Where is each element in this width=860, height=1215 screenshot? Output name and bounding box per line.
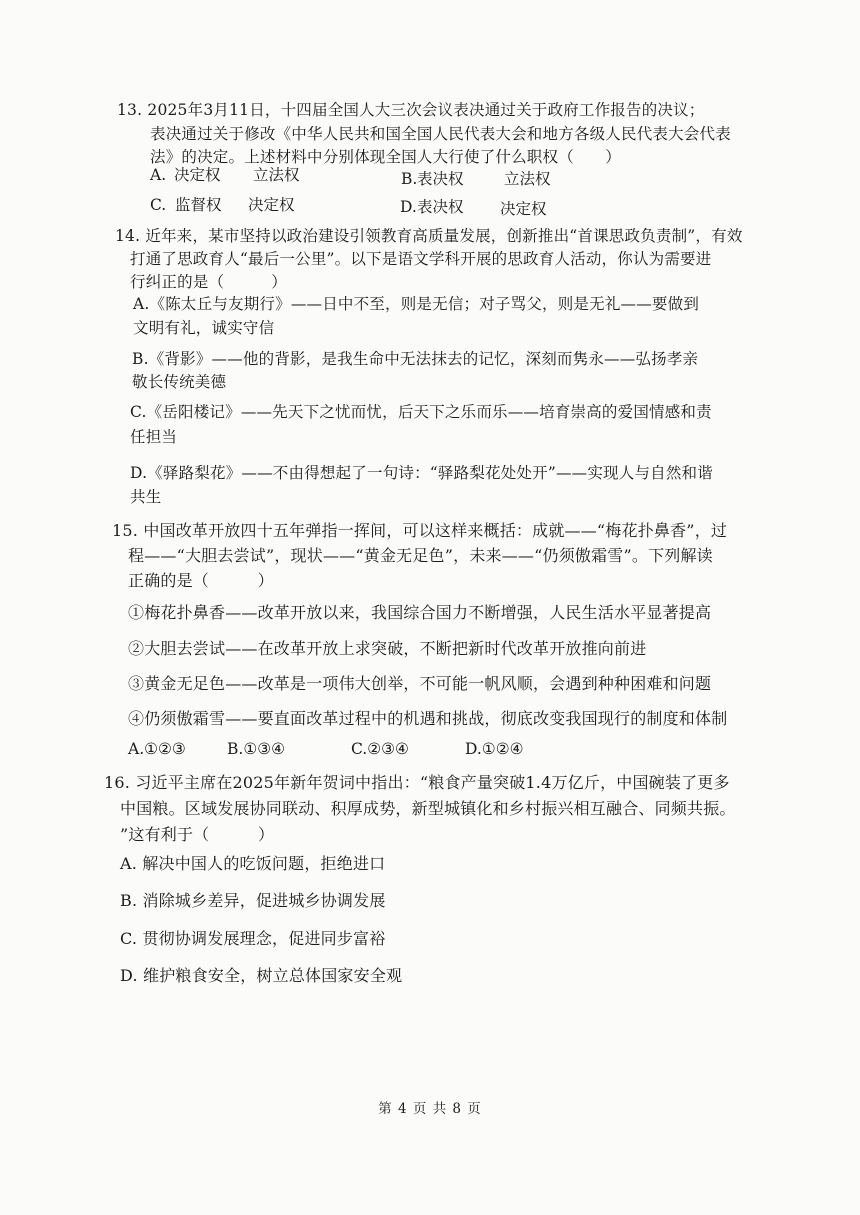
q14-stem-line-3: 行纠正的是（ ） [130, 273, 288, 291]
q13-option-b-letter: B. [401, 170, 418, 188]
q13-stem-line-2: 表决通过关于修改《中华人民共和国全国人民代表大会和地方各级人民代表大会代表 [150, 125, 731, 143]
q16-stem-line-1: 16. 习近平主席在2025年新年贺词中指出：“粮食产量突破1.4万亿斤，中国碗装了更多 [104, 773, 730, 792]
q13-option-d-first: 表决权 [417, 198, 464, 216]
q14-stem-line-2: 打通了思政育人“最后一公里”。以下是语文学科开展的思政育人活动，你认为需要进 [130, 250, 712, 268]
page-number-footer: 第 4 页 共 8 页 [378, 1101, 482, 1117]
q15-statement-1: ①梅花扑鼻香——改革开放以来，我国综合国力不断增强，人民生活水平显著提高 [128, 603, 712, 622]
q13-option-c-first: 监督权 [175, 196, 222, 214]
q14-option-a-line-2: 文明有礼，诚实守信 [133, 319, 275, 337]
q14-option-c-line-1: C.《岳阳楼记》——先天下之忧而忧，后天下之乐而乐——培育崇高的爱国情感和责 [130, 403, 712, 421]
q14-option-c-line-2: 任担当 [130, 428, 178, 446]
q16-option-a: A. 解决中国人的吃饭问题，拒绝进口 [120, 854, 386, 873]
q13-stem-line-1: 13. 2025年3月11日，十四届全国人大三次会议表决通过关于政府工作报告的决议； [117, 101, 705, 119]
q14-option-d-line-2: 共生 [130, 488, 162, 506]
q14-option-b-line-1: B.《背影》——他的背影，是我生命中无法抹去的记忆，深刻而隽永——弘扬孝亲 [132, 350, 699, 368]
q14-option-a-line-1: A.《陈太丘与友期行》——日中不至，则是无信；对子骂父，则是无礼——要做到 [133, 295, 700, 313]
q14-stem-line-1: 14. 近年来，某市坚持以政治建设引领教育高质量发展，创新推出“首课思政负责制”，有效 [115, 227, 743, 245]
q16-option-c: C. 贯彻协调发展理念，促进同步富裕 [120, 929, 386, 948]
q15-option-d: D.①②④ [465, 740, 524, 758]
q15-option-c: C.②③④ [351, 740, 409, 758]
q16-stem-line-2: 中国粮。区域发展协同联动、积厚成势，新型城镇化和乡村振兴相互融合、同频共振。 [120, 799, 736, 818]
q13-option-a-first: 决定权 [174, 166, 221, 184]
q14-option-b-line-2: 敬长传统美德 [132, 373, 227, 391]
q15-statement-2: ②大胆去尝试——在改革开放上求突破，不断把新时代改革开放推向前进 [128, 639, 647, 658]
q15-statement-3: ③黄金无足色——改革是一项伟大创举，不可能一帆风顺，会遇到种种困难和问题 [128, 674, 712, 693]
q15-statement-4: ④仍须傲霜雪——要直面改革过程中的机遇和挑战，彻底改变我国现行的制度和体制 [128, 709, 728, 728]
q16-option-b: B. 消除城乡差异，促进城乡协调发展 [120, 891, 386, 910]
q13-stem-line-3: 法》的决定。上述材料中分别体现全国人大行使了什么职权（ ） [150, 148, 622, 166]
q15-option-b: B.①③④ [227, 740, 286, 758]
q13-option-b-first: 表决权 [417, 170, 464, 188]
q13-option-c-second: 决定权 [248, 196, 295, 214]
q14-option-d-line-1: D.《驿路梨花》——不由得想起了一句诗：“驿路梨花处处开”——实现人与自然和谐 [130, 464, 713, 482]
q15-stem-line-3: 正确的是（ ） [128, 571, 274, 590]
q13-option-d-second: 决定权 [500, 200, 547, 218]
q15-stem-line-2: 程——“大胆去尝试”，现状——“黄金无足色”，未来——“仍须傲霜雪”。下列解读 [128, 546, 713, 565]
q15-option-a: A.①②③ [128, 740, 186, 758]
q13-option-a-letter: A. [150, 166, 167, 184]
q13-option-d-letter: D. [400, 198, 417, 216]
q16-option-d: D. 维护粮食安全，树立总体国家安全观 [120, 966, 403, 985]
q13-option-a-second: 立法权 [253, 166, 300, 184]
q13-option-c-letter: C. [150, 196, 167, 214]
q15-stem-line-1: 15. 中国改革开放四十五年弹指一挥间，可以这样来概括：成就——“梅花扑鼻香”，过 [112, 521, 728, 540]
q16-stem-line-3: ”这有利于（ ） [120, 825, 275, 844]
q13-option-b-second: 立法权 [504, 170, 551, 188]
